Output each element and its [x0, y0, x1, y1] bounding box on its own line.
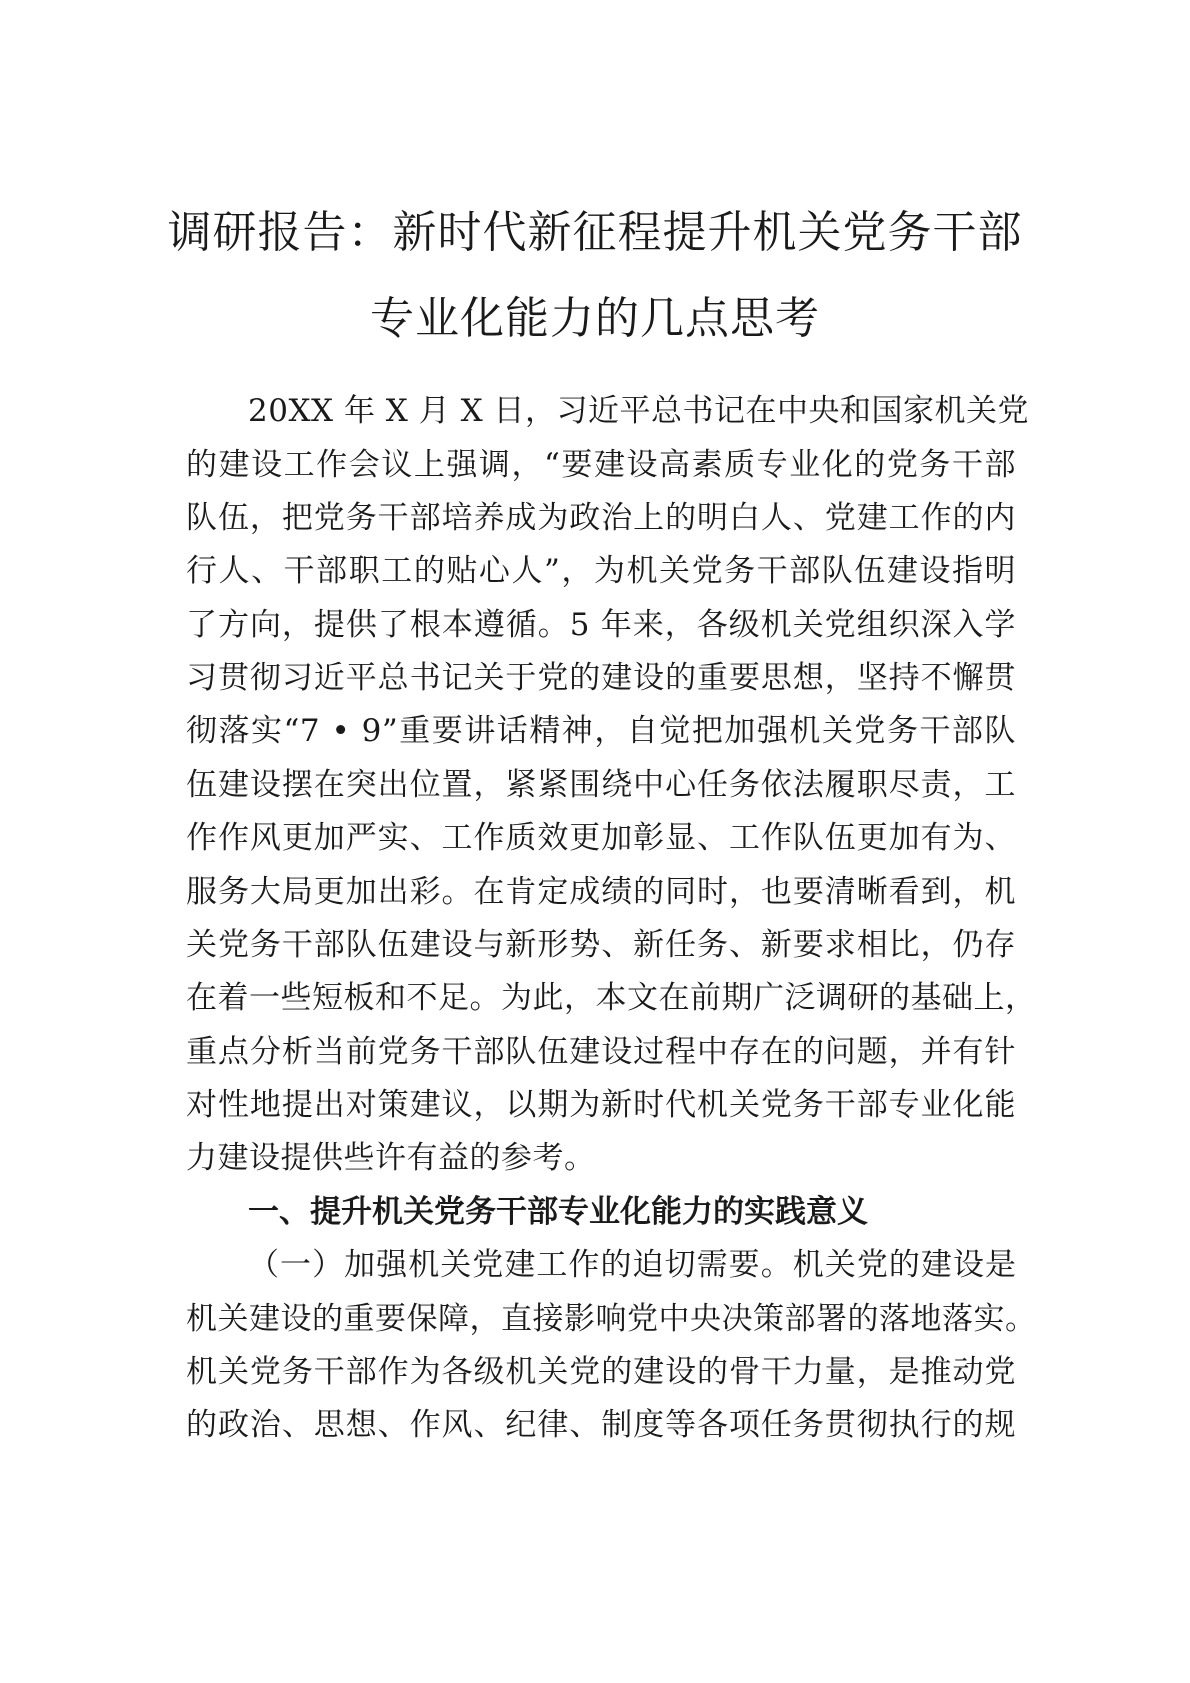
- paragraph-line: 机关建设的重要保障，直接影响党中央决策部署的落地落实。: [186, 1301, 1037, 1337]
- paragraph-line: 服务大局更加出彩。在肯定成绩的同时，也要清晰看到，机: [186, 874, 1016, 910]
- paragraph-line: 作作风更加严实、工作质效更加彰显、工作队伍更加有为、: [186, 820, 1016, 856]
- paragraph-line: 力建设提供些许有益的参考。: [186, 1140, 596, 1176]
- paragraph-line: 队伍，把党务干部培养成为政治上的明白人、党建工作的内: [186, 500, 1016, 536]
- paragraph-line: 了方向，提供了根本遵循。5 年来，各级机关党组织深入学: [186, 607, 1016, 643]
- paragraph-line: 重点分析当前党务干部队伍建设过程中存在的问题，并有针: [186, 1034, 1016, 1070]
- paragraph-line: 习贯彻习近平总书记关于党的建设的重要思想，坚持不懈贯: [186, 660, 1016, 696]
- paragraph-line: 的政治、思想、作风、纪律、制度等各项任务贯彻执行的规: [186, 1407, 1016, 1443]
- paragraph-line: 20XX 年 X 月 X 日，习近平总书记在中央和国家机关党: [248, 393, 1029, 429]
- document-title-line-1: 调研报告：新时代新征程提升机关党务干部: [167, 207, 1023, 258]
- paragraph-line: 机关党务干部作为各级机关党的建设的骨干力量，是推动党: [186, 1354, 1016, 1390]
- paragraph-line: 对性地提出对策建议，以期为新时代机关党务干部专业化能: [186, 1087, 1016, 1123]
- paragraph-line: 彻落实“7 • 9”重要讲话精神，自觉把加强机关党务干部队: [186, 713, 1016, 749]
- subsection-paragraph-line: （一）加强机关党建工作的迫切需要。机关党的建设是: [248, 1247, 1016, 1283]
- paragraph-line: 在着一些短板和不足。为此，本文在前期广泛调研的基础上，: [186, 980, 1037, 1016]
- paragraph-line: 伍建设摆在突出位置，紧紧围绕中心任务依法履职尽责，工: [186, 767, 1016, 803]
- paragraph-line: 行人、干部职工的贴心人”，为机关党务干部队伍建设指明: [186, 553, 1016, 589]
- document-title-line-2: 专业化能力的几点思考: [370, 293, 820, 344]
- section-heading: 一、提升机关党务干部专业化能力的实践意义: [248, 1194, 868, 1230]
- paragraph-line: 关党务干部队伍建设与新形势、新任务、新要求相比，仍存: [186, 927, 1016, 963]
- paragraph-line: 的建设工作会议上强调，“要建设高素质专业化的党务干部: [186, 447, 1016, 483]
